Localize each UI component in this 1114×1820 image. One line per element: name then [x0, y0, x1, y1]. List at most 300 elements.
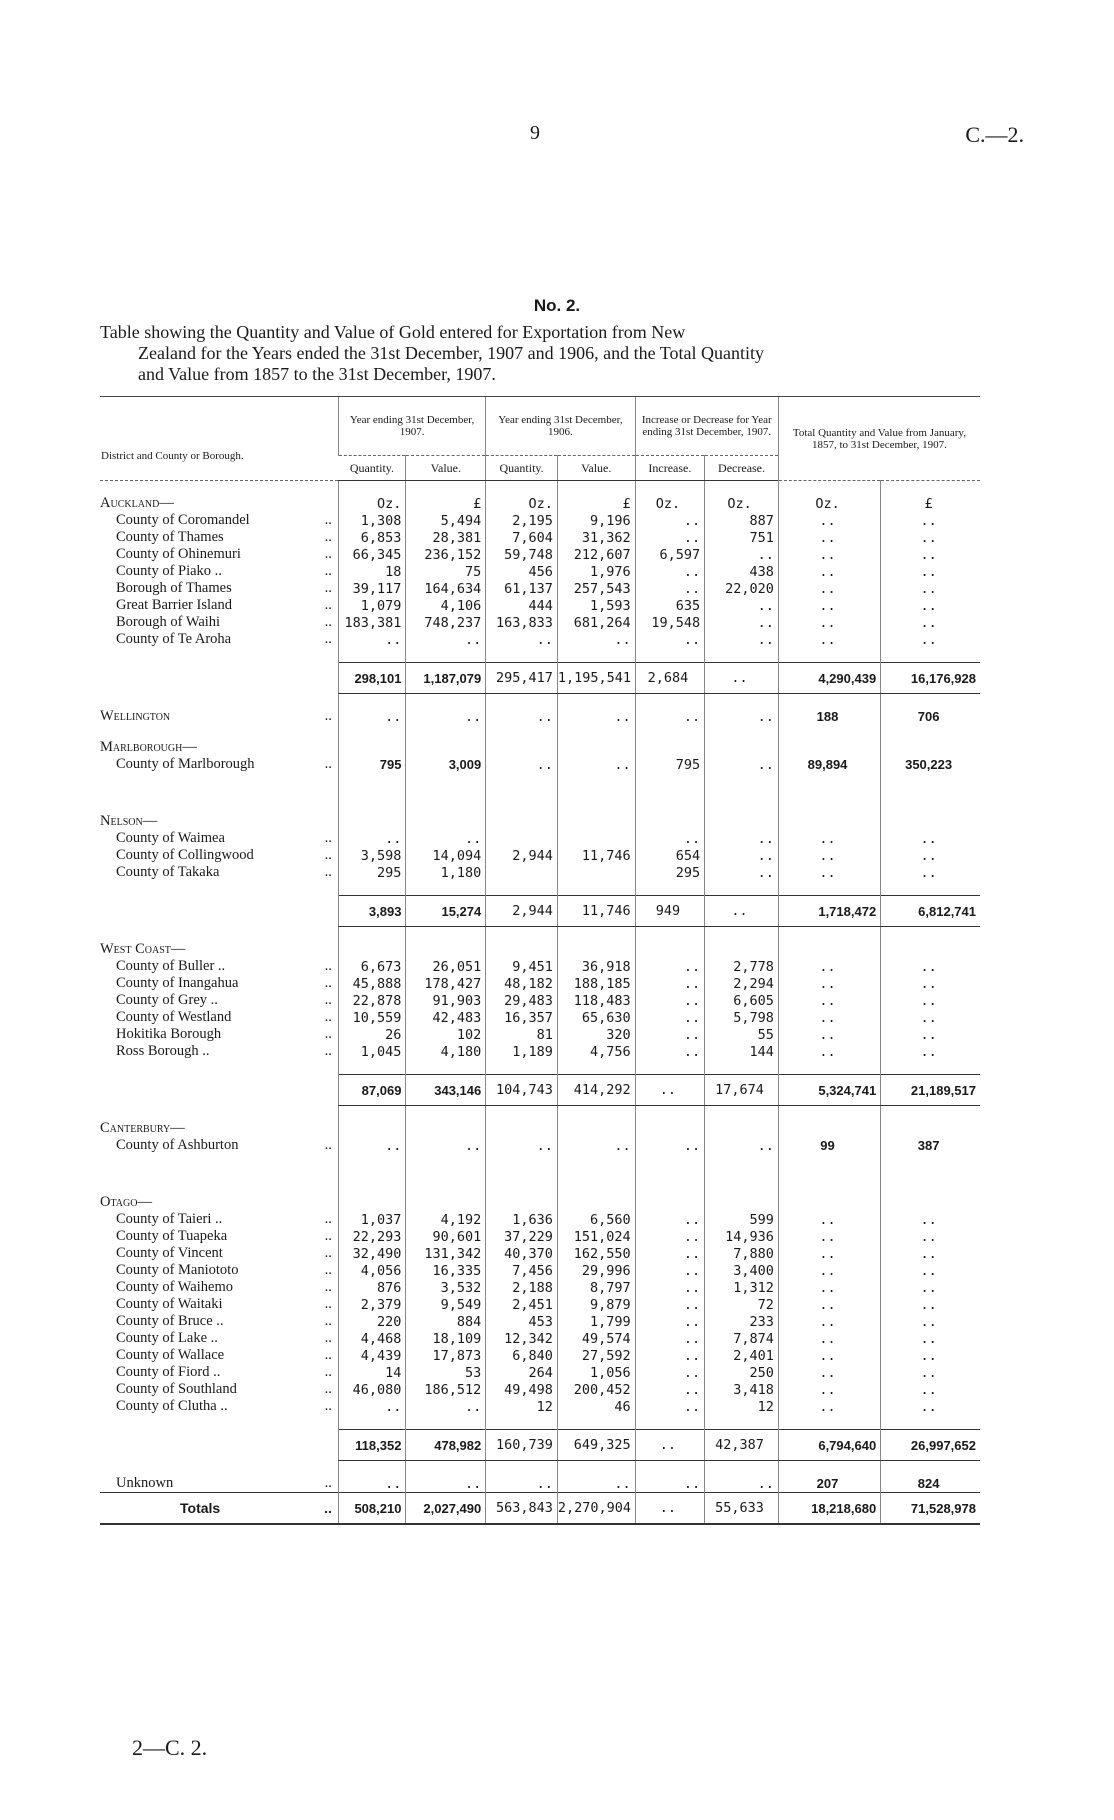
spacer-cell — [406, 481, 486, 496]
value-cell-v07: 18,109 — [406, 1330, 486, 1347]
leader-dots: .. — [324, 708, 332, 724]
value-cell-q06: 2,944 — [486, 847, 558, 864]
value-cell-v06: 681,264 — [557, 614, 635, 631]
value-cell-v06: 200,452 — [557, 1381, 635, 1398]
leader-dots: .. — [324, 1500, 332, 1516]
spacer-cell — [705, 694, 779, 709]
leader-dots: .. — [324, 1475, 332, 1491]
spacer-cell — [406, 1106, 486, 1121]
value-cell-dec: .. — [705, 631, 779, 648]
header-value-1906: Value. — [557, 456, 635, 481]
empty-cell — [486, 1194, 558, 1211]
spacer-row — [100, 1106, 980, 1121]
empty-cell — [881, 1120, 980, 1137]
value-cell-tq: .. — [778, 992, 880, 1009]
value-cell-q06 — [486, 864, 558, 881]
value-cell-dec: 7,874 — [705, 1330, 779, 1347]
value-cell-q07: .. — [338, 708, 406, 725]
value-cell-tv: .. — [881, 1364, 980, 1381]
empty-cell — [881, 813, 980, 830]
subtotal-cell-q07: 3,893 — [338, 896, 406, 927]
value-cell-dec: 2,401 — [705, 1347, 779, 1364]
spacer-cell — [486, 648, 558, 663]
subtotal-label-cell — [100, 896, 338, 927]
spacer-cell — [338, 725, 406, 739]
leader-dots: .. — [324, 958, 332, 974]
value-cell-v06: 8,797 — [557, 1279, 635, 1296]
value-cell-tv: .. — [881, 614, 980, 631]
district-heading-label: Nelson— — [100, 813, 158, 829]
value-cell-inc: 6,597 — [635, 546, 705, 563]
spacer-cell — [338, 1415, 406, 1430]
district-heading — [100, 1194, 338, 1211]
spacer-cell — [881, 1106, 980, 1121]
row-label-cell — [100, 1009, 338, 1026]
value-cell-inc: .. — [635, 1296, 705, 1313]
leader-dots: .. — [324, 975, 332, 991]
unknown-row — [100, 1475, 980, 1493]
spacer-cell — [635, 1060, 705, 1075]
value-cell-dec: 2,294 — [705, 975, 779, 992]
value-cell-q06: 453 — [486, 1313, 558, 1330]
value-cell-q07: 14 — [338, 1364, 406, 1381]
spacer-cell — [778, 1461, 880, 1476]
value-cell-tq: .. — [778, 864, 880, 881]
value-cell-inc: .. — [635, 830, 705, 847]
value-cell-q06: 59,748 — [486, 546, 558, 563]
value-cell-v06: 27,592 — [557, 1347, 635, 1364]
value-cell-tv: .. — [881, 1262, 980, 1279]
row-label-cell — [100, 1279, 338, 1296]
value-cell-v06: 118,483 — [557, 992, 635, 1009]
spacer-cell — [635, 481, 705, 496]
value-cell-inc: .. — [635, 563, 705, 580]
empty-cell — [705, 739, 779, 756]
district-heading — [100, 739, 338, 756]
spacer-cell — [705, 927, 779, 942]
table-number: No. 2. — [533, 296, 581, 315]
row-label-cell — [100, 529, 338, 546]
value-cell-q07: 1,308 — [338, 512, 406, 529]
value-cell-q06: 2,451 — [486, 1296, 558, 1313]
empty-cell — [778, 941, 880, 958]
value-cell-tv: .. — [881, 1313, 980, 1330]
value-cell-tv: .. — [881, 580, 980, 597]
value-cell-q06: 456 — [486, 563, 558, 580]
spacer-cell — [705, 1060, 779, 1075]
table-row — [100, 563, 980, 580]
row-label: Unknown — [116, 1475, 174, 1491]
spacer-cell — [486, 694, 558, 709]
empty-cell — [705, 1120, 779, 1137]
empty-cell — [635, 813, 705, 830]
header-total: Total Quantity and Value from January, 1857, to 31st December, 1907. — [778, 397, 980, 481]
value-cell-tv: 706 — [881, 708, 980, 725]
value-cell-q07: .. — [338, 830, 406, 847]
subtotal-cell-v07: 1,187,079 — [406, 663, 486, 694]
unit-cell: £ — [557, 495, 635, 512]
spacer-row — [100, 773, 980, 813]
value-cell-q06: 6,840 — [486, 1347, 558, 1364]
value-cell-q06: 9,451 — [486, 958, 558, 975]
value-cell-q07: .. — [338, 1398, 406, 1415]
value-cell-q06: 61,137 — [486, 580, 558, 597]
subtotal-row — [100, 1075, 980, 1106]
value-cell-v06: 11,746 — [557, 847, 635, 864]
title-line-1: Table showing the Quantity and Value of Gold entered for Exportation from New — [100, 322, 686, 342]
empty-cell — [486, 941, 558, 958]
spacer-cell — [406, 927, 486, 942]
value-cell-dec: 22,020 — [705, 580, 779, 597]
value-cell-dec: 1,312 — [705, 1279, 779, 1296]
unit-cell: Oz. — [705, 495, 779, 512]
unit-cell: £ — [881, 495, 980, 512]
value-cell-q07: 66,345 — [338, 546, 406, 563]
subtotal-cell-v07: 478,982 — [406, 1430, 486, 1461]
spacer-cell — [100, 1154, 338, 1194]
value-cell-tv: .. — [881, 975, 980, 992]
value-cell-dec: 233 — [705, 1313, 779, 1330]
value-cell-v06: .. — [557, 708, 635, 725]
spacer-row — [100, 1415, 980, 1430]
spacer-cell — [100, 481, 338, 496]
empty-cell — [338, 1120, 406, 1137]
value-cell-v07: 3,009 — [406, 756, 486, 773]
spacer-cell — [778, 927, 880, 942]
value-cell-v06: 151,024 — [557, 1228, 635, 1245]
grand-total-cell-tv: 71,528,978 — [881, 1493, 980, 1525]
value-cell-inc: .. — [635, 512, 705, 529]
value-cell-q07: .. — [338, 631, 406, 648]
value-cell-inc: .. — [635, 580, 705, 597]
row-label: County of Wallace — [116, 1347, 225, 1363]
value-cell-inc: .. — [635, 1381, 705, 1398]
value-cell-v06: 320 — [557, 1026, 635, 1043]
value-cell-inc: .. — [635, 1398, 705, 1415]
spacer-cell — [557, 773, 635, 813]
spacer-cell — [557, 694, 635, 709]
value-cell-q06: 40,370 — [486, 1245, 558, 1262]
value-cell-inc: .. — [635, 975, 705, 992]
subtotal-cell-v06: 414,292 — [557, 1075, 635, 1106]
subtotal-cell-dec: 17,674 — [705, 1075, 779, 1106]
table-row — [100, 1381, 980, 1398]
table-row — [100, 975, 980, 992]
row-label: County of Bruce .. — [116, 1313, 224, 1329]
value-cell-inc: 654 — [635, 847, 705, 864]
row-label: County of Te Aroha — [116, 631, 232, 647]
spacer-cell — [338, 773, 406, 813]
value-cell-inc: .. — [635, 1330, 705, 1347]
value-cell-q06: 444 — [486, 597, 558, 614]
spacer-cell — [881, 773, 980, 813]
empty-cell — [635, 739, 705, 756]
subtotal-cell-q06: 295,417 — [486, 663, 558, 694]
spacer-cell — [100, 725, 338, 739]
empty-cell — [406, 941, 486, 958]
value-cell-tq: .. — [778, 1245, 880, 1262]
district-heading-row — [100, 1194, 980, 1211]
spacer-cell — [338, 1461, 406, 1476]
row-label-cell — [100, 1137, 338, 1154]
value-cell-dec: .. — [705, 847, 779, 864]
row-label-cell — [100, 1398, 338, 1415]
spacer-row — [100, 1154, 980, 1194]
value-cell-tv: .. — [881, 631, 980, 648]
gold-export-table-wrapper — [100, 396, 980, 1525]
row-label-cell — [100, 1475, 338, 1493]
spacer-cell — [778, 773, 880, 813]
spacer-cell — [557, 481, 635, 496]
leader-dots: .. — [324, 1026, 332, 1042]
value-cell-q06: 2,195 — [486, 512, 558, 529]
value-cell-dec: .. — [705, 597, 779, 614]
subtotal-cell-dec: .. — [705, 663, 779, 694]
spacer-cell — [705, 1461, 779, 1476]
row-label-cell — [100, 631, 338, 648]
value-cell-q06: 37,229 — [486, 1228, 558, 1245]
empty-cell — [557, 1194, 635, 1211]
subtotal-cell-tv: 26,997,652 — [881, 1430, 980, 1461]
spacer-cell — [406, 881, 486, 896]
table-title — [100, 322, 980, 385]
table-row — [100, 631, 980, 648]
value-cell-tv: .. — [881, 563, 980, 580]
value-cell-v07: 4,180 — [406, 1043, 486, 1060]
spacer-cell — [881, 1154, 980, 1194]
spacer-cell — [557, 1415, 635, 1430]
value-cell-q06: 264 — [486, 1364, 558, 1381]
district-heading — [100, 941, 338, 958]
value-cell-v07: 53 — [406, 1364, 486, 1381]
value-cell-dec: 7,880 — [705, 1245, 779, 1262]
leader-dots: .. — [324, 1296, 332, 1312]
row-label: County of Grey .. — [116, 992, 218, 1008]
subtotal-label-cell — [100, 1075, 338, 1106]
spacer-row — [100, 481, 980, 496]
value-cell-inc: 635 — [635, 597, 705, 614]
value-cell-inc: .. — [635, 1245, 705, 1262]
table-row — [100, 546, 980, 563]
empty-cell — [406, 813, 486, 830]
value-cell-q06: 1,636 — [486, 1211, 558, 1228]
leader-dots: .. — [324, 830, 332, 846]
value-cell-tq: .. — [778, 580, 880, 597]
subtotal-label-cell — [100, 1430, 338, 1461]
row-label-cell — [100, 830, 338, 847]
value-cell-v07: 186,512 — [406, 1381, 486, 1398]
spacer-cell — [778, 694, 880, 709]
spacer-cell — [406, 1461, 486, 1476]
row-label-cell — [100, 597, 338, 614]
value-cell-tq: .. — [778, 958, 880, 975]
value-cell-tq: .. — [778, 597, 880, 614]
value-cell-inc: 19,548 — [635, 614, 705, 631]
row-label-cell — [100, 614, 338, 631]
row-label-cell — [100, 512, 338, 529]
spacer-cell — [486, 1060, 558, 1075]
value-cell-v06: .. — [557, 1475, 635, 1493]
value-cell-q07: 3,598 — [338, 847, 406, 864]
value-cell-tv: .. — [881, 1211, 980, 1228]
spacer-cell — [406, 1415, 486, 1430]
table-row — [100, 1330, 980, 1347]
spacer-cell — [881, 1461, 980, 1476]
spacer-cell — [881, 725, 980, 739]
row-label: County of Marlborough — [116, 756, 255, 772]
value-cell-dec: 144 — [705, 1043, 779, 1060]
value-cell-tq: .. — [778, 830, 880, 847]
spacer-cell — [486, 881, 558, 896]
value-cell-v06: .. — [557, 756, 635, 773]
spacer-cell — [778, 725, 880, 739]
value-cell-tv: .. — [881, 864, 980, 881]
district-heading — [100, 495, 338, 512]
spacer-cell — [338, 1060, 406, 1075]
value-cell-tq: .. — [778, 1279, 880, 1296]
district-heading-label: West Coast— — [100, 941, 186, 957]
spacer-cell — [338, 648, 406, 663]
document-reference: C.—2. — [965, 122, 1024, 147]
spacer-cell — [338, 881, 406, 896]
value-cell-inc: .. — [635, 1211, 705, 1228]
value-cell-v07: 102 — [406, 1026, 486, 1043]
value-cell-tv: .. — [881, 529, 980, 546]
spacer-cell — [778, 481, 880, 496]
district-row — [100, 708, 980, 725]
value-cell-tv: 387 — [881, 1137, 980, 1154]
value-cell-v07: 884 — [406, 1313, 486, 1330]
spacer-cell — [406, 648, 486, 663]
spacer-cell — [635, 881, 705, 896]
table-row — [100, 512, 980, 529]
spacer-cell — [635, 773, 705, 813]
row-label: County of Thames — [116, 529, 224, 545]
subtotal-cell-tv: 21,189,517 — [881, 1075, 980, 1106]
value-cell-q06: .. — [486, 756, 558, 773]
spacer-cell — [881, 481, 980, 496]
leader-dots: .. — [324, 1279, 332, 1295]
row-label: County of Waihemo — [116, 1279, 233, 1295]
value-cell-tq: 207 — [778, 1475, 880, 1493]
empty-cell — [881, 1194, 980, 1211]
value-cell-q07: 1,045 — [338, 1043, 406, 1060]
subtotal-cell-q06: 104,743 — [486, 1075, 558, 1106]
value-cell-v06: 257,543 — [557, 580, 635, 597]
value-cell-tv: 350,223 — [881, 756, 980, 773]
value-cell-v07: 42,483 — [406, 1009, 486, 1026]
value-cell-tq: .. — [778, 1296, 880, 1313]
spacer-cell — [338, 481, 406, 496]
row-label: County of Coromandel — [116, 512, 250, 528]
subtotal-cell-v06: 649,325 — [557, 1430, 635, 1461]
table-row — [100, 1262, 980, 1279]
value-cell-tv: .. — [881, 1398, 980, 1415]
row-label-cell — [100, 847, 338, 864]
value-cell-inc: .. — [635, 1009, 705, 1026]
spacer-cell — [406, 1060, 486, 1075]
empty-cell — [338, 813, 406, 830]
spacer-cell — [557, 881, 635, 896]
spacer-cell — [705, 481, 779, 496]
row-label-cell — [100, 1347, 338, 1364]
row-label: County of Clutha .. — [116, 1398, 228, 1414]
spacer-cell — [778, 1106, 880, 1121]
value-cell-inc: .. — [635, 1043, 705, 1060]
spacer-cell — [705, 881, 779, 896]
spacer-cell — [100, 1060, 338, 1075]
spacer-cell — [100, 927, 338, 942]
subtotal-cell-q06: 160,739 — [486, 1430, 558, 1461]
value-cell-tv: .. — [881, 512, 980, 529]
value-cell-q07: 6,673 — [338, 958, 406, 975]
value-cell-tq: 89,894 — [778, 756, 880, 773]
value-cell-v06: 36,918 — [557, 958, 635, 975]
subtotal-cell-v06: 11,746 — [557, 896, 635, 927]
empty-cell — [635, 1120, 705, 1137]
spacer-cell — [338, 927, 406, 942]
district-heading-label: Marlborough— — [100, 739, 197, 755]
title-line-2: Zealand for the Years ended the 31st December, 1907 and 1906, and the Total Quantity — [138, 343, 765, 363]
value-cell-q07: 295 — [338, 864, 406, 881]
table-row — [100, 1245, 980, 1262]
spacer-cell — [486, 927, 558, 942]
district-heading-label: Canterbury— — [100, 1120, 185, 1136]
value-cell-inc: .. — [635, 1228, 705, 1245]
spacer-cell — [705, 1106, 779, 1121]
gold-export-table — [100, 397, 980, 1525]
spacer-cell — [100, 881, 338, 896]
spacer-cell — [557, 1060, 635, 1075]
value-cell-tq: .. — [778, 546, 880, 563]
value-cell-v07: 1,180 — [406, 864, 486, 881]
spacer-cell — [100, 773, 338, 813]
leader-dots: .. — [324, 1347, 332, 1363]
value-cell-v07: 75 — [406, 563, 486, 580]
subtotal-cell-q07: 118,352 — [338, 1430, 406, 1461]
value-cell-tq: .. — [778, 975, 880, 992]
spacer-cell — [635, 1106, 705, 1121]
value-cell-dec: 5,798 — [705, 1009, 779, 1026]
header-quantity-1906: Quantity. — [486, 456, 558, 481]
value-cell-q06: 2,188 — [486, 1279, 558, 1296]
row-label-cell — [100, 864, 338, 881]
subtotal-cell-tv: 6,812,741 — [881, 896, 980, 927]
grand-total-cell-inc: .. — [635, 1493, 705, 1525]
value-cell-q06: .. — [486, 708, 558, 725]
value-cell-q06: 81 — [486, 1026, 558, 1043]
spacer-cell — [557, 1461, 635, 1476]
spacer-cell — [406, 694, 486, 709]
value-cell-v06: 49,574 — [557, 1330, 635, 1347]
value-cell-dec: .. — [705, 1475, 779, 1493]
value-cell-dec: .. — [705, 830, 779, 847]
value-cell-tv: .. — [881, 1245, 980, 1262]
value-cell-v06: 212,607 — [557, 546, 635, 563]
empty-cell — [557, 813, 635, 830]
spacer-cell — [635, 1461, 705, 1476]
row-label-cell — [100, 1381, 338, 1398]
district-heading-row — [100, 1120, 980, 1137]
value-cell-q07: 1,079 — [338, 597, 406, 614]
spacer-cell — [705, 1154, 779, 1194]
spacer-cell — [100, 1106, 338, 1121]
table-body — [100, 481, 980, 1525]
value-cell-dec: 55 — [705, 1026, 779, 1043]
district-heading-row — [100, 941, 980, 958]
table-row — [100, 580, 980, 597]
leader-dots: .. — [324, 1313, 332, 1329]
